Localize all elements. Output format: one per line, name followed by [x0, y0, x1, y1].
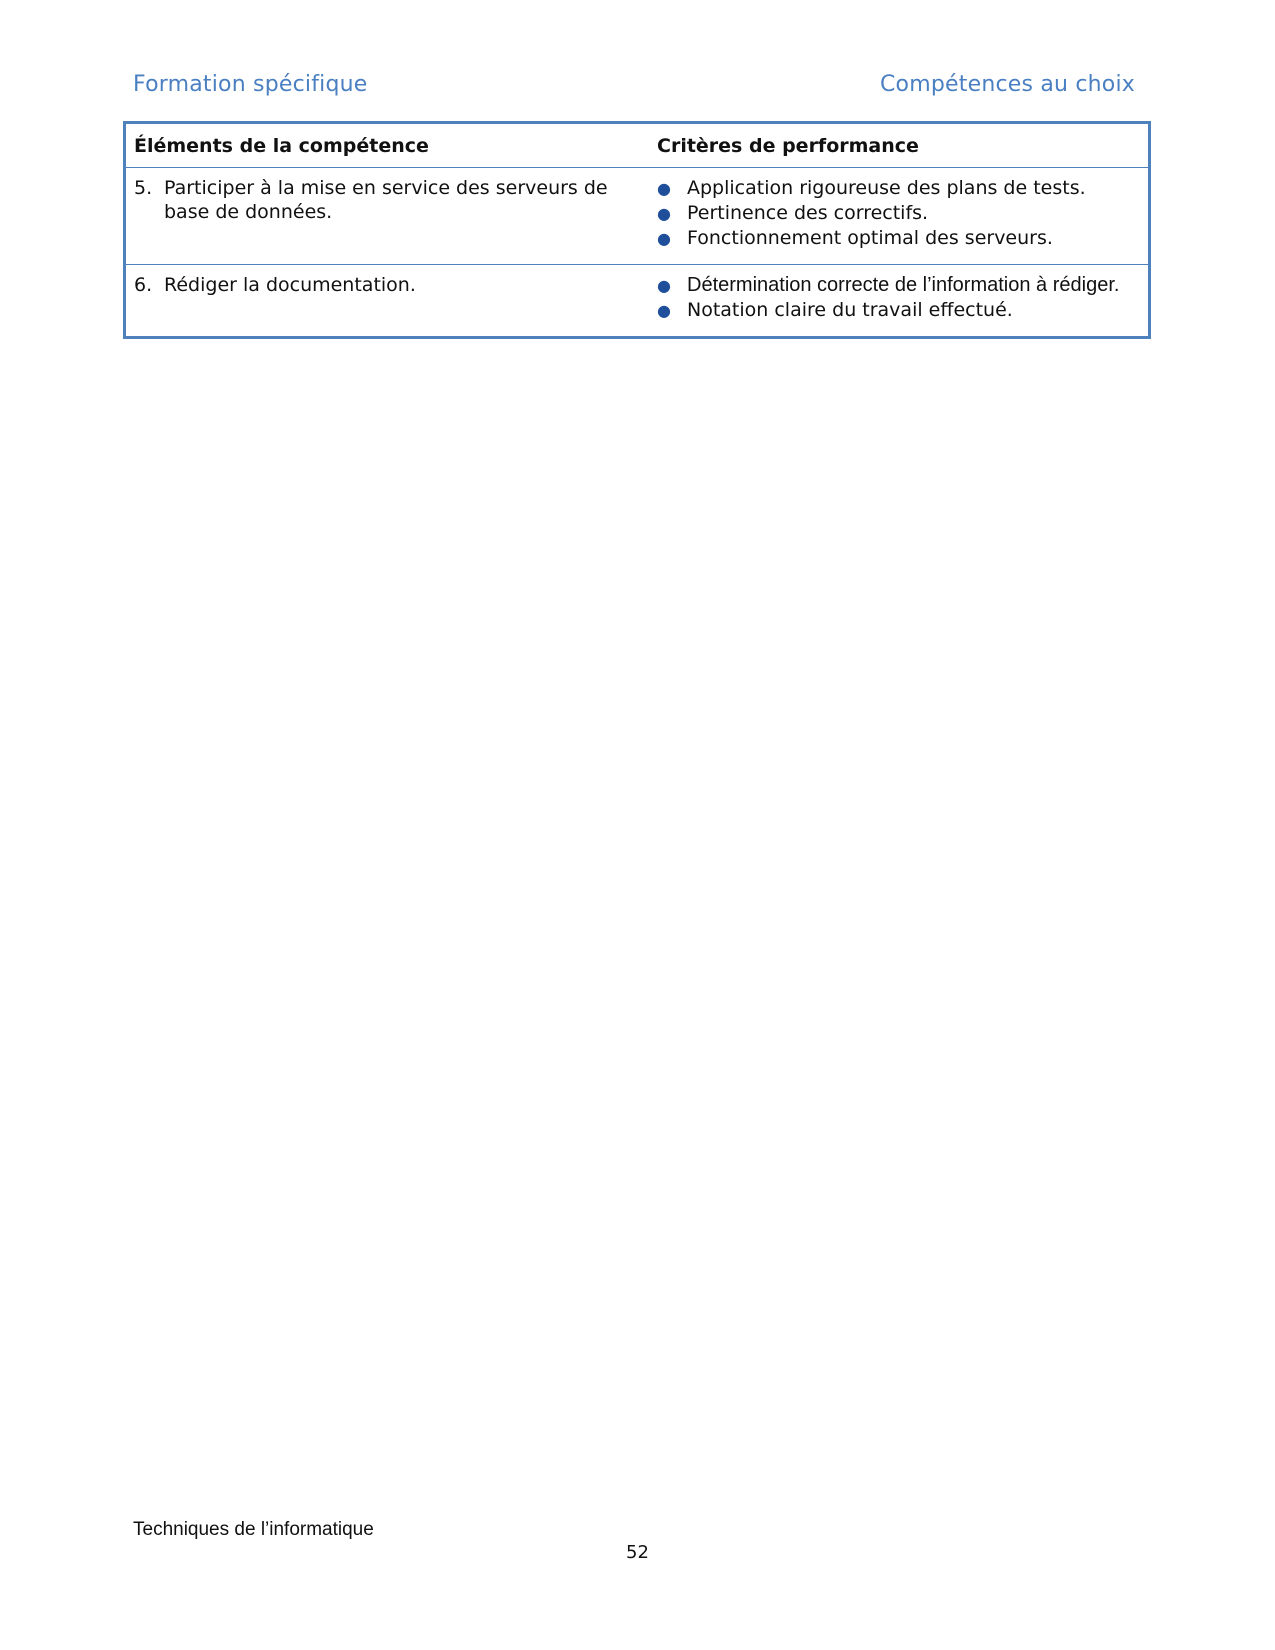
criteria-list: [657, 273, 1138, 323]
criteria-cell: [649, 265, 1150, 338]
element-text: Rédiger la documentation.: [164, 274, 416, 296]
criterion-text: Fonctionnement optimal des serveurs.: [687, 227, 1053, 249]
bullet-icon: ●: [657, 179, 671, 198]
column-header-elements: Éléments de la compétence: [125, 123, 650, 168]
list-item: [657, 176, 1138, 201]
bullet-icon: ●: [657, 276, 671, 295]
criteria-cell: [649, 168, 1150, 265]
bullet-icon: ●: [657, 301, 671, 320]
table-row: [125, 265, 1150, 338]
list-item: [657, 298, 1138, 323]
criterion-text: Application rigoureuse des plans de tests.: [687, 177, 1086, 199]
element-item: [134, 176, 639, 224]
criterion-text: Détermination correcte de l’information à rédiger.: [687, 274, 1120, 296]
element-number: 5.: [134, 177, 153, 199]
bullet-icon: ●: [657, 229, 671, 248]
criterion-text: Notation claire du travail effectué.: [687, 299, 1013, 321]
element-cell: [125, 265, 650, 338]
list-item: [657, 201, 1138, 226]
column-header-criteria: Critères de performance: [649, 123, 1150, 168]
element-number: 6.: [134, 274, 153, 296]
header-chapter-title: Compétences au choix: [880, 72, 1135, 97]
page-number: 52: [626, 1542, 649, 1563]
criterion-text: Pertinence des correctifs.: [687, 202, 929, 224]
table-header-row: [125, 123, 1150, 168]
element-item: [134, 273, 639, 297]
element-cell: [125, 168, 650, 265]
bullet-icon: ●: [657, 204, 671, 223]
list-item: [657, 226, 1138, 251]
header-section-title: Formation spécifique: [133, 72, 368, 97]
footer-program-title: Techniques de l’informatique: [133, 1519, 374, 1540]
table-row: [125, 168, 1150, 265]
competence-table: [123, 121, 1151, 339]
criteria-list: [657, 176, 1138, 251]
element-text: Participer à la mise en service des serveurs de base de données.: [164, 177, 608, 223]
list-item: [657, 273, 1138, 298]
